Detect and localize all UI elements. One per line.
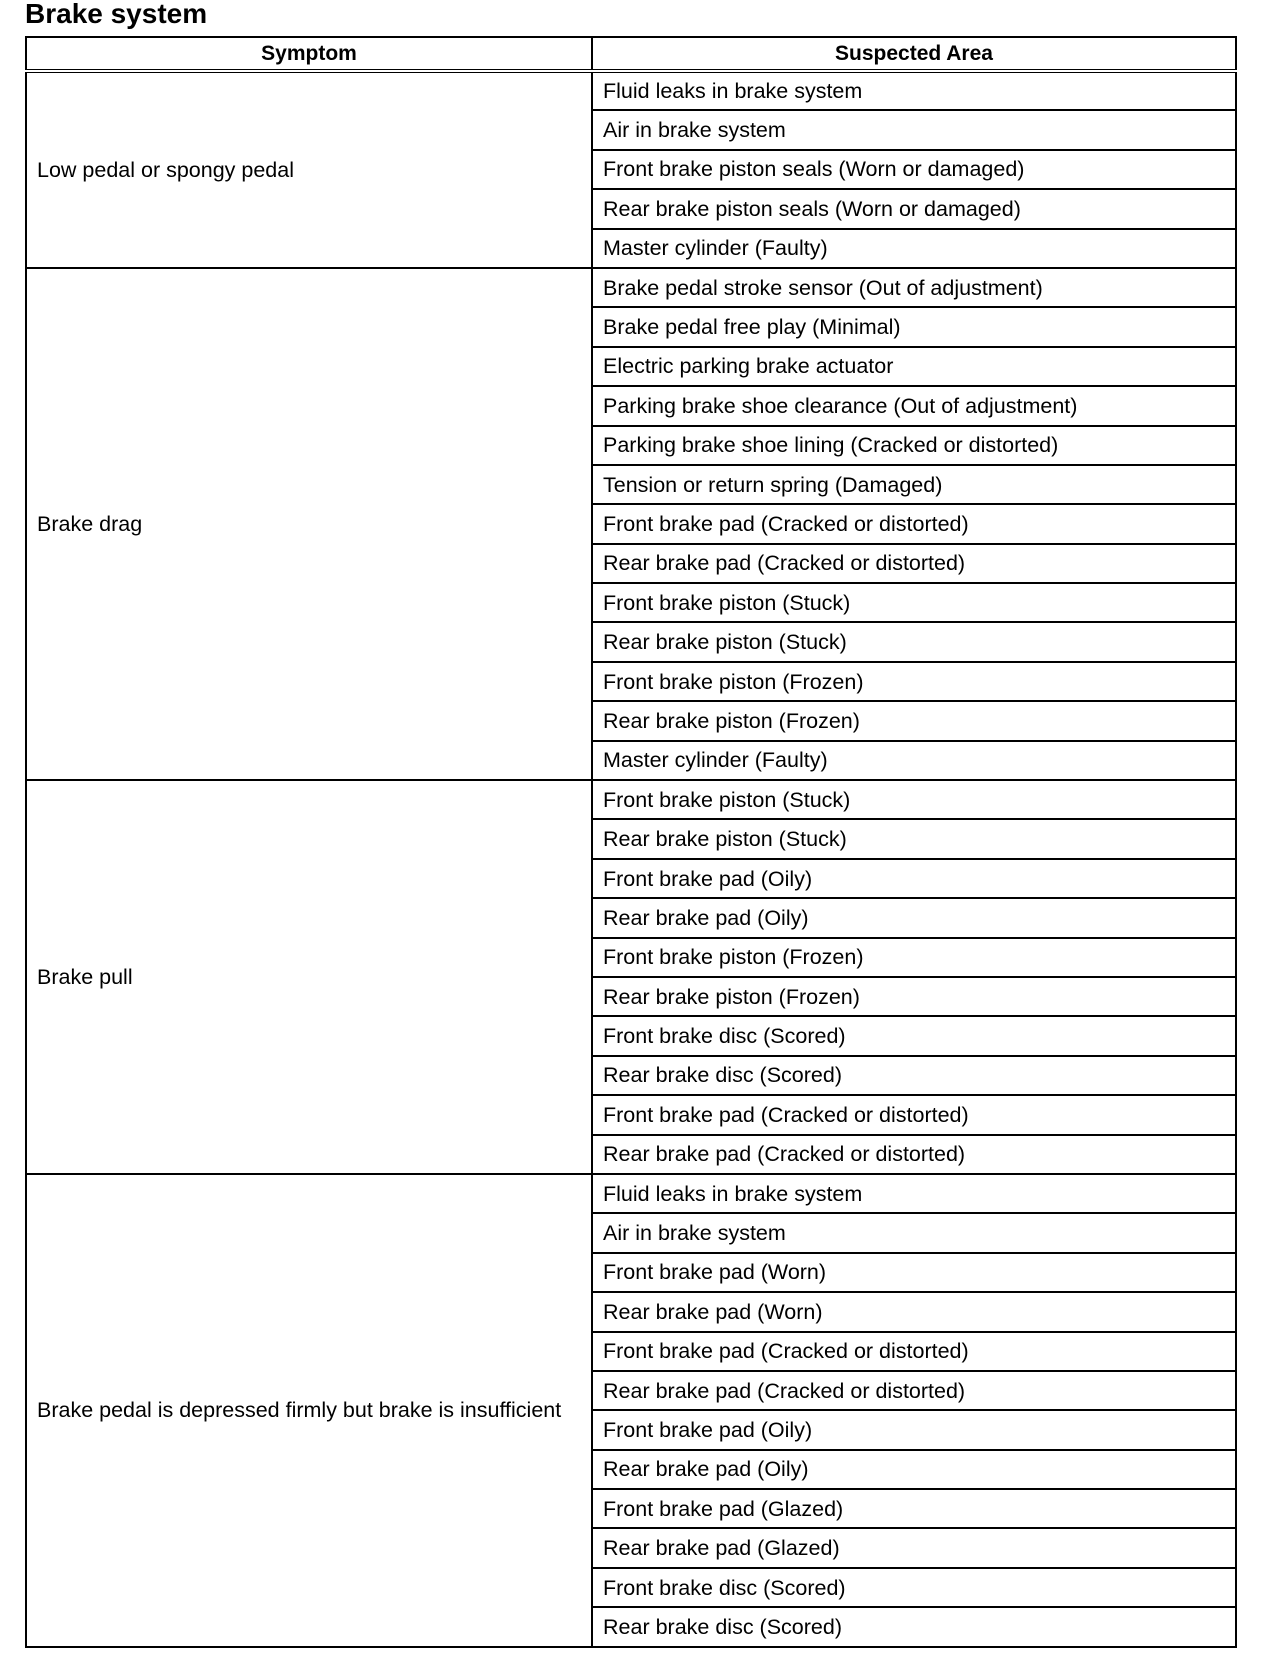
brake-symptom-table: [25, 36, 1237, 1648]
suspected-area-cell: Fluid leaks in brake system: [592, 71, 1236, 110]
suspected-area-cell: Rear brake piston (Stuck): [592, 622, 1236, 661]
suspected-area-cell: Fluid leaks in brake system: [592, 1174, 1236, 1213]
suspected-area-cell: Parking brake shoe clearance (Out of adjustment): [592, 386, 1236, 425]
suspected-area-cell: Rear brake pad (Worn): [592, 1292, 1236, 1331]
suspected-area-cell: Front brake pad (Glazed): [592, 1489, 1236, 1528]
suspected-area-cell: Rear brake piston (Frozen): [592, 701, 1236, 740]
table-body: [26, 71, 1236, 1647]
suspected-area-cell: Front brake piston (Stuck): [592, 780, 1236, 819]
suspected-area-cell: Electric parking brake actuator: [592, 347, 1236, 386]
suspected-area-cell: Front brake disc (Scored): [592, 1568, 1236, 1607]
suspected-area-cell: Parking brake shoe lining (Cracked or distorted): [592, 426, 1236, 465]
symptom-cell: Brake pedal is depressed firmly but brake is insufficient: [26, 1174, 592, 1647]
suspected-area-cell: Tension or return spring (Damaged): [592, 465, 1236, 504]
table-row: [26, 268, 1236, 307]
suspected-area-cell: Rear brake piston (Stuck): [592, 819, 1236, 858]
suspected-area-cell: Front brake pad (Oily): [592, 1410, 1236, 1449]
page-title: Brake system: [25, 0, 208, 29]
suspected-area-cell: Front brake piston seals (Worn or damaged): [592, 150, 1236, 189]
suspected-area-cell: Front brake piston (Stuck): [592, 583, 1236, 622]
suspected-area-cell: Front brake pad (Cracked or distorted): [592, 1332, 1236, 1371]
suspected-area-cell: Front brake piston (Frozen): [592, 662, 1236, 701]
suspected-area-cell: Air in brake system: [592, 110, 1236, 149]
suspected-area-cell: Rear brake pad (Cracked or distorted): [592, 544, 1236, 583]
suspected-area-cell: Rear brake disc (Scored): [592, 1056, 1236, 1095]
table-row: [26, 71, 1236, 110]
suspected-area-cell: Rear brake pad (Cracked or distorted): [592, 1371, 1236, 1410]
suspected-area-cell: Front brake pad (Cracked or distorted): [592, 504, 1236, 543]
suspected-area-cell: Air in brake system: [592, 1213, 1236, 1252]
symptom-cell: Brake pull: [26, 780, 592, 1174]
suspected-area-cell: Rear brake piston seals (Worn or damaged): [592, 189, 1236, 228]
suspected-area-cell: Rear brake pad (Oily): [592, 898, 1236, 937]
suspected-area-column-header: Suspected Area: [592, 37, 1236, 71]
suspected-area-cell: Front brake pad (Cracked or distorted): [592, 1095, 1236, 1134]
suspected-area-cell: Rear brake pad (Cracked or distorted): [592, 1135, 1236, 1174]
suspected-area-cell: Rear brake pad (Glazed): [592, 1528, 1236, 1567]
suspected-area-cell: Rear brake pad (Oily): [592, 1450, 1236, 1489]
suspected-area-cell: Front brake pad (Oily): [592, 859, 1236, 898]
suspected-area-cell: Front brake piston (Frozen): [592, 938, 1236, 977]
table-row: [26, 780, 1236, 819]
suspected-area-cell: Rear brake piston (Frozen): [592, 977, 1236, 1016]
suspected-area-cell: Front brake disc (Scored): [592, 1016, 1236, 1055]
suspected-area-cell: Rear brake disc (Scored): [592, 1607, 1236, 1646]
symptom-cell: Brake drag: [26, 268, 592, 780]
suspected-area-cell: Brake pedal free play (Minimal): [592, 307, 1236, 346]
symptom-cell: Low pedal or spongy pedal: [26, 71, 592, 268]
suspected-area-cell: Front brake pad (Worn): [592, 1253, 1236, 1292]
table-row: [26, 1174, 1236, 1213]
suspected-area-cell: Brake pedal stroke sensor (Out of adjustment): [592, 268, 1236, 307]
table-header-row: [26, 37, 1236, 71]
symptom-column-header: Symptom: [26, 37, 592, 71]
suspected-area-cell: Master cylinder (Faulty): [592, 741, 1236, 780]
suspected-area-cell: Master cylinder (Faulty): [592, 229, 1236, 268]
